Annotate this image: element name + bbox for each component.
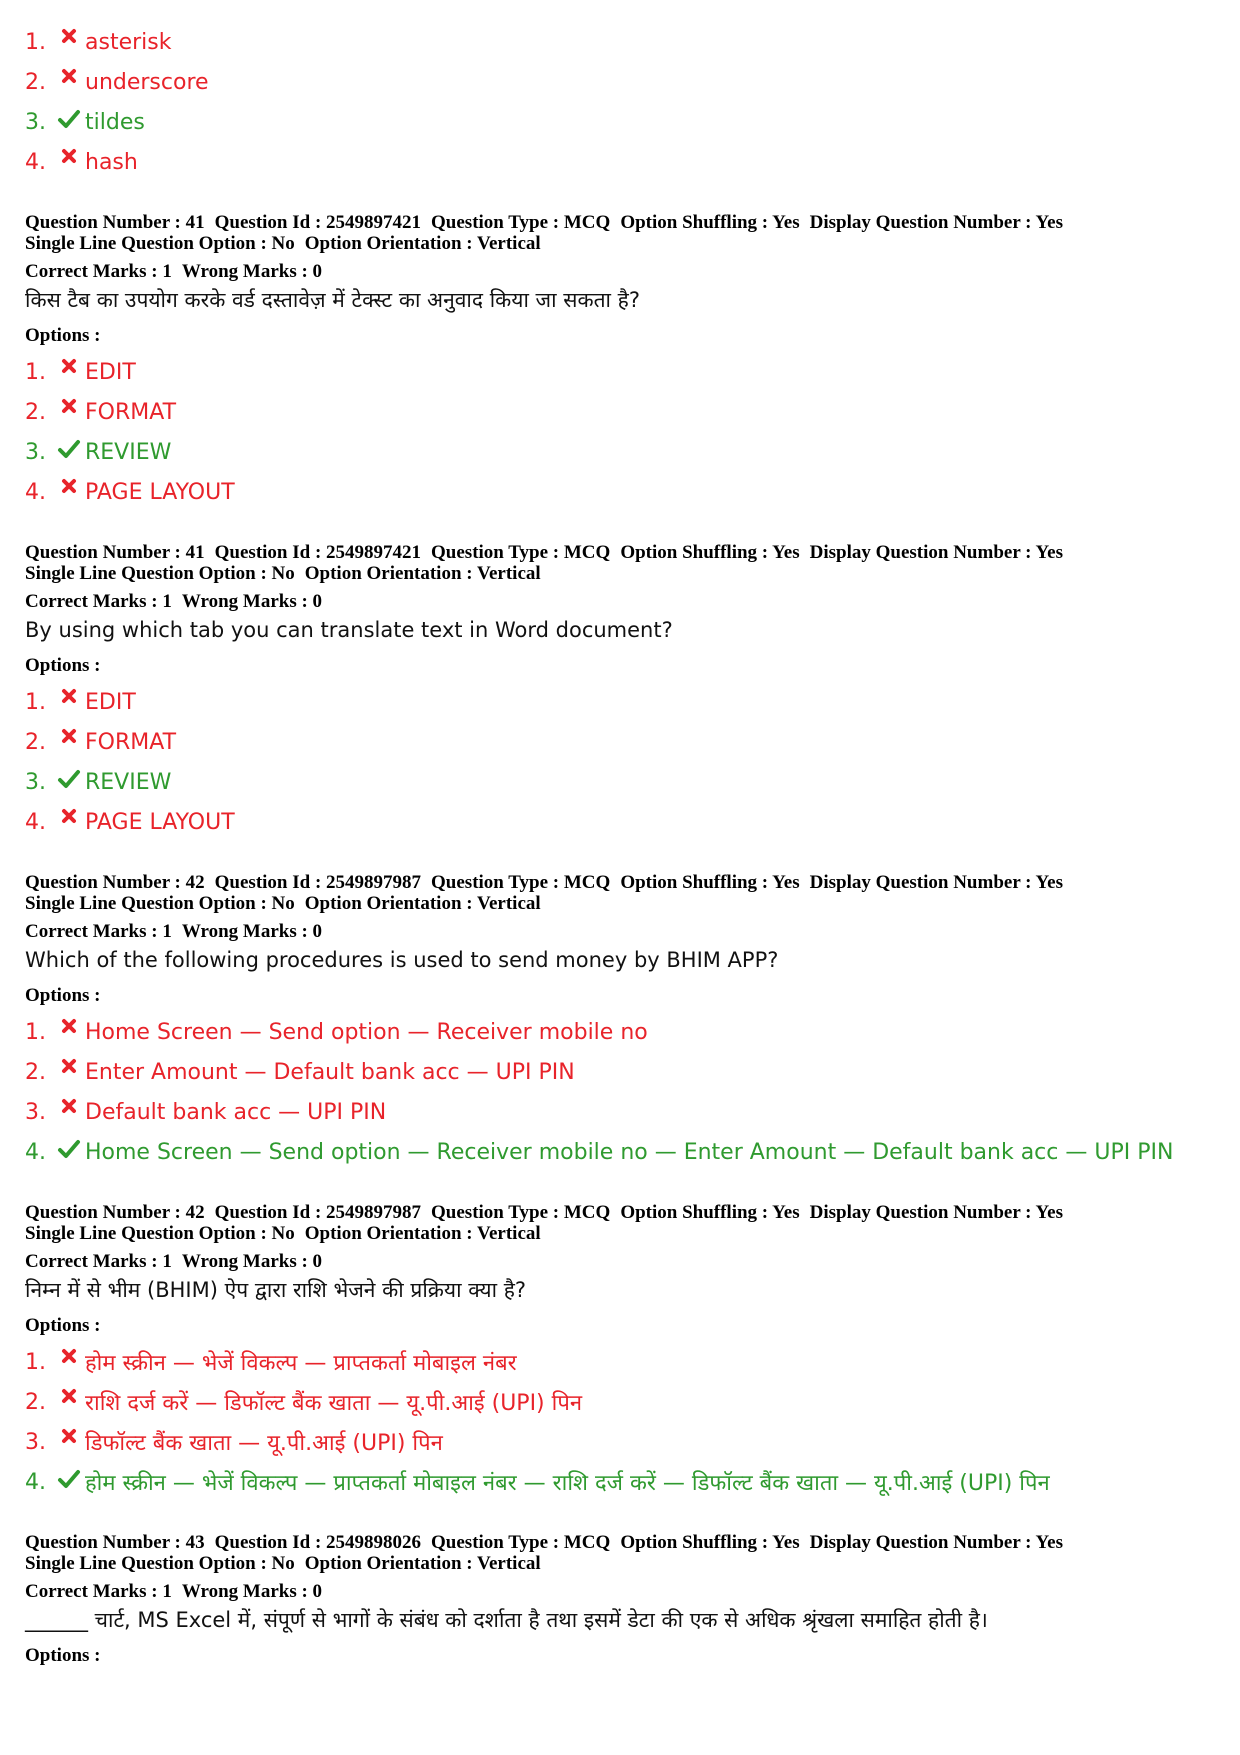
question-text: By using which tab you can translate text in Word document? xyxy=(25,618,673,642)
question-block xyxy=(25,212,1215,512)
option-number: 1. xyxy=(25,359,46,385)
option-number: 3. xyxy=(25,439,46,465)
correct-marks: Correct Marks : 1 xyxy=(25,1251,172,1272)
question-meta xyxy=(25,872,1215,914)
options-label: Options : xyxy=(25,325,101,346)
option-item xyxy=(25,762,1215,802)
meta-field: Option Shuffling : Yes xyxy=(620,1202,800,1223)
meta-line xyxy=(25,542,1215,563)
meta-line xyxy=(25,233,1215,254)
question-block xyxy=(25,1532,1215,1666)
meta-field: Question Number : 42 xyxy=(25,872,205,893)
option-number: 2. xyxy=(25,69,46,95)
meta-field: Question Number : 42 xyxy=(25,1202,205,1223)
question-meta xyxy=(25,1532,1215,1574)
option-number: 4. xyxy=(25,1469,46,1495)
question-text: ______ चार्ट, MS Excel में, संपूर्ण से भागों के संबंध को दर्शाता है तथा इसमें डेटा की एक से अधिक श्रृंखला समाहित होती है। xyxy=(25,1608,988,1632)
option-text: underscore xyxy=(85,69,209,95)
meta-line xyxy=(25,1202,1215,1223)
option-text: tildes xyxy=(85,109,145,135)
meta-field: Question Number : 41 xyxy=(25,212,205,233)
meta-field: Option Shuffling : Yes xyxy=(620,542,800,563)
cross-icon xyxy=(55,398,83,426)
option-text: Default bank acc — UPI PIN xyxy=(85,1099,387,1125)
option-text: डिफॉल्ट बैंक खाता — यू.पी.आई (UPI) पिन xyxy=(85,1431,443,1456)
option-item xyxy=(25,432,1215,472)
meta-field: Option Shuffling : Yes xyxy=(620,872,800,893)
option-number: 1. xyxy=(25,29,46,55)
meta-field: Question Id : 2549898026 xyxy=(214,1532,422,1553)
question-block xyxy=(25,872,1215,1172)
option-number: 2. xyxy=(25,729,46,755)
meta-field: Single Line Question Option : No xyxy=(25,563,295,584)
option-item xyxy=(25,1132,1215,1172)
meta-field: Question Number : 41 xyxy=(25,542,205,563)
meta-field: Display Question Number : Yes xyxy=(809,872,1063,893)
meta-field: Option Orientation : Vertical xyxy=(304,1223,541,1244)
option-text: EDIT xyxy=(85,359,136,385)
meta-field: Single Line Question Option : No xyxy=(25,1223,295,1244)
wrong-marks: Wrong Marks : 0 xyxy=(181,921,323,942)
meta-line xyxy=(25,1553,1215,1574)
marks-line xyxy=(25,1581,1215,1602)
option-text: होम स्क्रीन — भेजें विकल्प — प्राप्तकर्ता मोबाइल नंबर xyxy=(85,1351,517,1376)
meta-field: Question Id : 2549897421 xyxy=(214,212,422,233)
meta-field: Question Number : 43 xyxy=(25,1532,205,1553)
marks-line xyxy=(25,921,1215,942)
meta-line xyxy=(25,893,1215,914)
question-text: किस टैब का उपयोग करके वर्ड दस्तावेज़ में टेक्स्ट का अनुवाद किया जा सकता है? xyxy=(25,288,640,312)
meta-line xyxy=(25,872,1215,893)
option-number: 4. xyxy=(25,809,46,835)
correct-marks: Correct Marks : 1 xyxy=(25,591,172,612)
cross-icon xyxy=(55,148,83,176)
option-number: 2. xyxy=(25,1059,46,1085)
cross-icon xyxy=(55,1058,83,1086)
question-paper xyxy=(25,22,1215,1672)
question-meta xyxy=(25,1202,1215,1244)
check-icon xyxy=(55,108,83,136)
option-item xyxy=(25,1462,1215,1502)
option-text: राशि दर्ज करें — डिफॉल्ट बैंक खाता — यू.पी.आई (UPI) पिन xyxy=(85,1391,583,1416)
meta-field: Display Question Number : Yes xyxy=(809,1202,1063,1223)
meta-field: Question Id : 2549897421 xyxy=(214,542,422,563)
marks-line xyxy=(25,261,1215,282)
meta-field: Option Shuffling : Yes xyxy=(620,212,800,233)
check-icon xyxy=(55,1138,83,1166)
option-item xyxy=(25,22,1215,62)
meta-field: Question Id : 2549897987 xyxy=(214,1202,422,1223)
check-icon xyxy=(55,768,83,796)
question-meta xyxy=(25,542,1215,584)
correct-marks: Correct Marks : 1 xyxy=(25,921,172,942)
option-number: 3. xyxy=(25,109,46,135)
option-text: REVIEW xyxy=(85,769,172,795)
option-number: 1. xyxy=(25,1019,46,1045)
option-item xyxy=(25,472,1215,512)
option-item xyxy=(25,392,1215,432)
wrong-marks: Wrong Marks : 0 xyxy=(181,261,323,282)
option-text: PAGE LAYOUT xyxy=(85,479,235,505)
check-icon xyxy=(55,1468,83,1496)
option-item xyxy=(25,1422,1215,1462)
meta-field: Display Question Number : Yes xyxy=(809,212,1063,233)
correct-marks: Correct Marks : 1 xyxy=(25,261,172,282)
meta-field: Single Line Question Option : No xyxy=(25,1553,295,1574)
cross-icon xyxy=(55,28,83,56)
question-block xyxy=(25,542,1215,842)
option-number: 2. xyxy=(25,399,46,425)
meta-field: Display Question Number : Yes xyxy=(809,1532,1063,1553)
meta-field: Option Orientation : Vertical xyxy=(304,893,541,914)
meta-field: Question Type : MCQ xyxy=(431,1532,611,1553)
meta-line xyxy=(25,1532,1215,1553)
questions-list xyxy=(25,212,1215,1666)
cross-icon xyxy=(55,688,83,716)
option-text: EDIT xyxy=(85,689,136,715)
option-item xyxy=(25,802,1215,842)
option-item xyxy=(25,1342,1215,1382)
option-item xyxy=(25,352,1215,392)
cross-icon xyxy=(55,1018,83,1046)
meta-line xyxy=(25,1223,1215,1244)
option-number: 2. xyxy=(25,1389,46,1415)
option-item xyxy=(25,1092,1215,1132)
wrong-marks: Wrong Marks : 0 xyxy=(181,1581,323,1602)
question-block xyxy=(25,1202,1215,1502)
option-number: 3. xyxy=(25,1099,46,1125)
wrong-marks: Wrong Marks : 0 xyxy=(181,1251,323,1272)
meta-line xyxy=(25,212,1215,233)
meta-field: Question Type : MCQ xyxy=(431,872,611,893)
question-text: निम्न में से भीम (BHIM) ऐप द्वारा राशि भेजने की प्रक्रिया क्या है? xyxy=(25,1278,527,1302)
option-text: Home Screen — Send option — Receiver mobile no — Enter Amount — Default bank acc — UPI PIN xyxy=(85,1139,1174,1165)
meta-field: Option Shuffling : Yes xyxy=(620,1532,800,1553)
options-label: Options : xyxy=(25,1315,101,1336)
option-number: 4. xyxy=(25,479,46,505)
option-item xyxy=(25,62,1215,102)
leading-options-list xyxy=(25,22,1215,182)
option-item xyxy=(25,722,1215,762)
meta-field: Option Orientation : Vertical xyxy=(304,1553,541,1574)
meta-field: Single Line Question Option : No xyxy=(25,893,295,914)
marks-line xyxy=(25,1251,1215,1272)
meta-field: Question Id : 2549897987 xyxy=(214,872,422,893)
meta-field: Option Orientation : Vertical xyxy=(304,233,541,254)
meta-field: Display Question Number : Yes xyxy=(809,542,1063,563)
option-number: 4. xyxy=(25,149,46,175)
meta-line xyxy=(25,563,1215,584)
option-item xyxy=(25,102,1215,142)
cross-icon xyxy=(55,728,83,756)
option-text: FORMAT xyxy=(85,729,177,755)
cross-icon xyxy=(55,1428,83,1456)
wrong-marks: Wrong Marks : 0 xyxy=(181,591,323,612)
correct-marks: Correct Marks : 1 xyxy=(25,1581,172,1602)
option-text: PAGE LAYOUT xyxy=(85,809,235,835)
option-number: 3. xyxy=(25,769,46,795)
meta-field: Question Type : MCQ xyxy=(431,1202,611,1223)
options-label: Options : xyxy=(25,985,101,1006)
option-text: hash xyxy=(85,149,138,175)
option-text: Home Screen — Send option — Receiver mobile no xyxy=(85,1019,648,1045)
cross-icon xyxy=(55,1388,83,1416)
option-text: होम स्क्रीन — भेजें विकल्प — प्राप्तकर्ता मोबाइल नंबर — राशि दर्ज करें — डिफॉल्ट बैंक खाता — यू.पी.आई (UPI) पिन xyxy=(85,1471,1050,1496)
question-meta xyxy=(25,212,1215,254)
cross-icon xyxy=(55,1348,83,1376)
option-text: asterisk xyxy=(85,29,172,55)
option-number: 3. xyxy=(25,1429,46,1455)
option-text: Enter Amount — Default bank acc — UPI PIN xyxy=(85,1059,575,1085)
option-number: 1. xyxy=(25,1349,46,1375)
cross-icon xyxy=(55,358,83,386)
question-text: Which of the following procedures is used to send money by BHIM APP? xyxy=(25,948,779,972)
marks-line xyxy=(25,591,1215,612)
option-number: 4. xyxy=(25,1139,46,1165)
meta-field: Question Type : MCQ xyxy=(431,542,611,563)
option-item xyxy=(25,142,1215,182)
option-text: REVIEW xyxy=(85,439,172,465)
option-text: FORMAT xyxy=(85,399,177,425)
cross-icon xyxy=(55,1098,83,1126)
cross-icon xyxy=(55,478,83,506)
option-item xyxy=(25,1052,1215,1092)
meta-field: Single Line Question Option : No xyxy=(25,233,295,254)
meta-field: Question Type : MCQ xyxy=(431,212,611,233)
option-item xyxy=(25,1012,1215,1052)
options-label: Options : xyxy=(25,655,101,676)
check-icon xyxy=(55,438,83,466)
option-item xyxy=(25,1382,1215,1422)
meta-field: Option Orientation : Vertical xyxy=(304,563,541,584)
options-label: Options : xyxy=(25,1645,101,1666)
cross-icon xyxy=(55,808,83,836)
option-number: 1. xyxy=(25,689,46,715)
cross-icon xyxy=(55,68,83,96)
option-item xyxy=(25,682,1215,722)
